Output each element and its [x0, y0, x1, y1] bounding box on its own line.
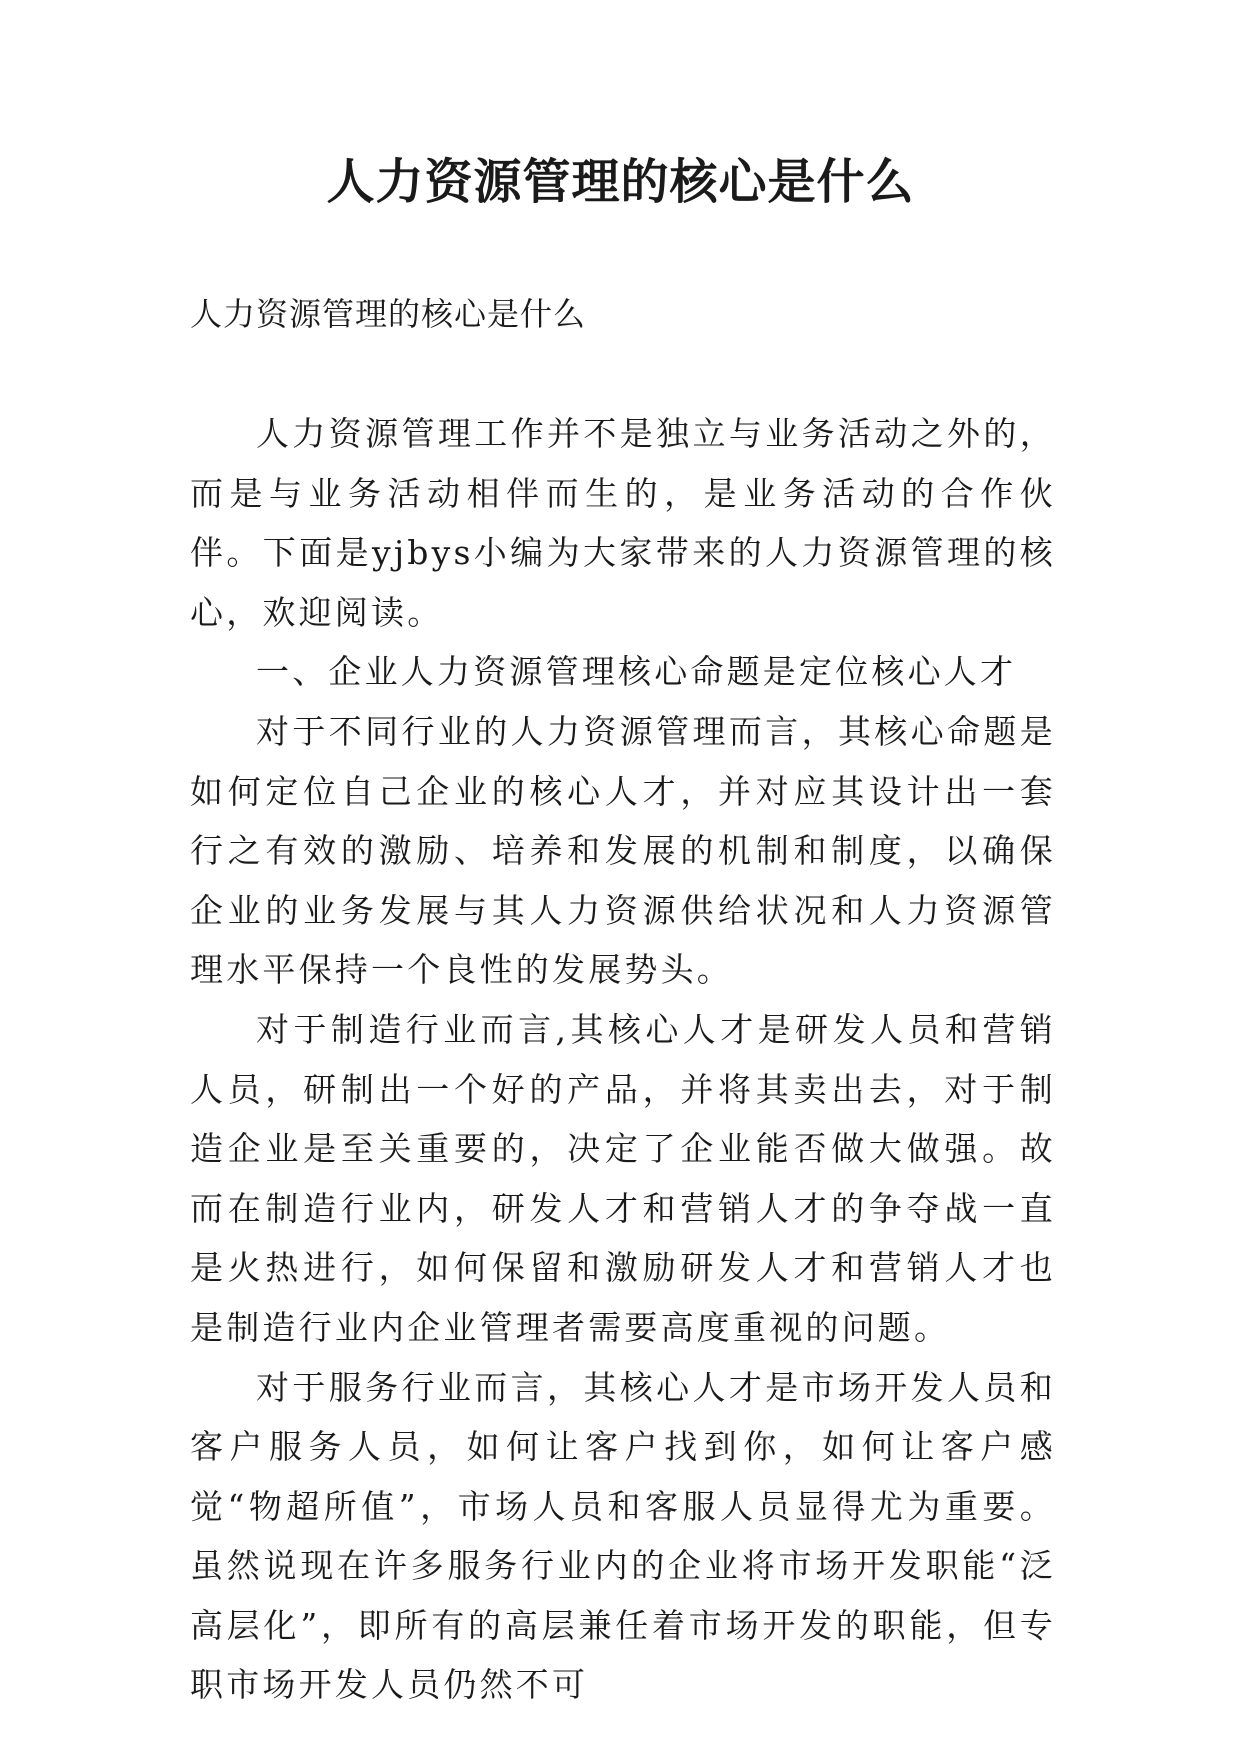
- paragraph-manufacturing: 对于制造行业而言,其核心人才是研发人员和营销人员，研制出一个好的产品，并将其卖出去，对于制造企业是至关重要的，决定了企业能否做大做强。故而在制造行业内，研发人才和营销人才的争夺战一直是火热进行，如何保留和激励研发人才和营销人才也是制造行业内企业管理者需要高度重视的问题。: [190, 1009, 1056, 1347]
- document-title: 人力资源管理的核心是什么: [326, 154, 915, 210]
- paragraph-intro: 人力资源管理工作并不是独立与业务活动之外的，而是与业务活动相伴而生的，是业务活动的合作伙伴。下面是yjbys小编为大家带来的人力资源管理的核心，欢迎阅读。: [190, 414, 1056, 632]
- document-subtitle: 人力资源管理的核心是什么: [190, 295, 587, 333]
- document-body: [190, 404, 1056, 1715]
- paragraph-core-talent: 对于不同行业的人力资源管理而言，其核心命题是如何定位自己企业的核心人才，并对应其设计出一套行之有效的激励、培养和发展的机制和制度，以确保企业的业务发展与其人力资源供给状况和人力资源管理水平保持一个良性的发展势头。: [190, 711, 1056, 990]
- section-heading: 一、企业人力资源管理核心命题是定位核心人才: [256, 652, 1017, 692]
- paragraph-service: 对于服务行业而言，其核心人才是市场开发人员和客户服务人员，如何让客户找到你，如何让客户感觉“物超所值”，市场人员和客服人员显得尤为重要。虽然说现在许多服务行业内的企业将市场开发职能“泛高层化”，即所有的高层兼任着市场开发的职能，但专职市场开发人员仍然不可: [190, 1367, 1056, 1705]
